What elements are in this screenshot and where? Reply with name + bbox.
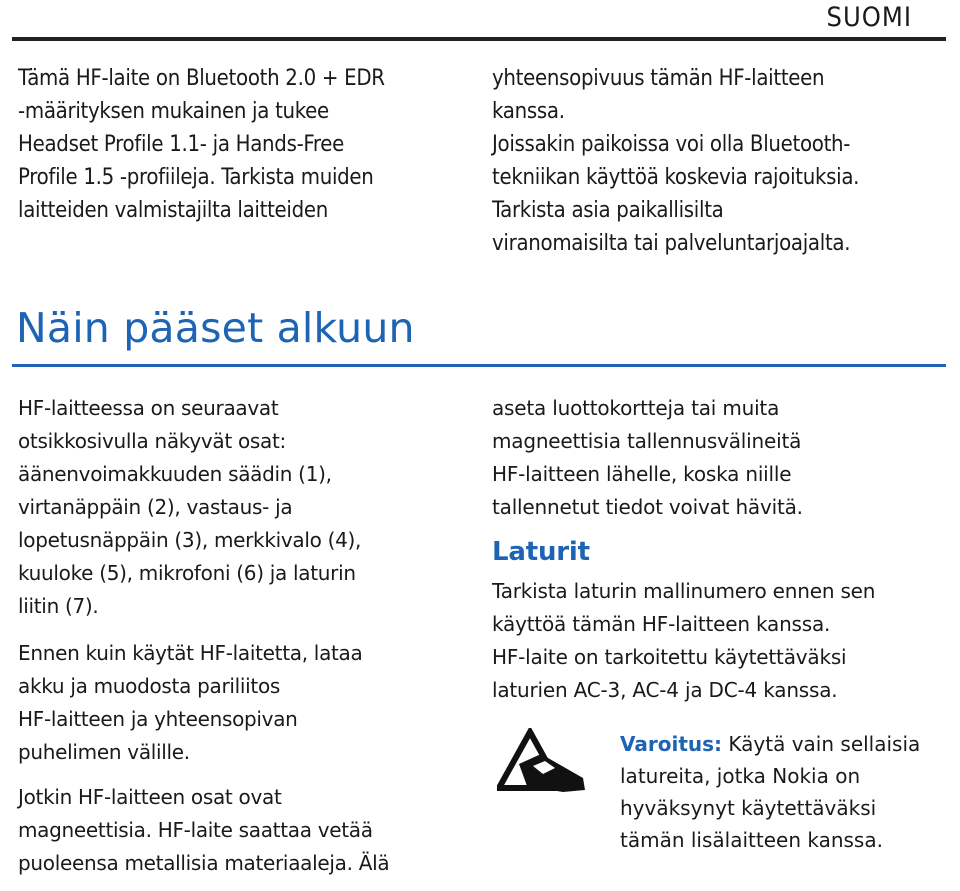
intro-left-line: -määrityksen mukainen ja tukee: [18, 99, 329, 124]
body-line: aseta luottokortteja tai muita: [492, 396, 780, 420]
warning-line: latureita, jotka Nokia on: [620, 764, 861, 788]
body-line: HF-laite on tarkoitettu käytettäväksi: [492, 645, 847, 669]
body-line: lopetusnäppäin (3), merkkivalo (4),: [18, 528, 362, 552]
intro-right-line: Joissakin paikoissa voi olla Bluetooth-: [492, 132, 851, 157]
body-line: käyttöä tämän HF-laitteen kanssa.: [492, 612, 831, 636]
intro-right-line: kanssa.: [492, 99, 565, 124]
body-line: äänenvoimakkuuden säädin (1),: [18, 462, 332, 486]
section-title: Näin pääset alkuun: [16, 304, 415, 352]
body-line: laturien AC-3, AC-4 ja DC-4 kanssa.: [492, 678, 838, 702]
body-line: magneettisia. HF-laite saattaa vetää: [18, 818, 373, 842]
body-line: HF-laitteen lähelle, koska niille: [492, 462, 792, 486]
intro-right-line: viranomaisilta tai palveluntarjoajalta.: [492, 231, 851, 256]
intro-left-line: Tämä HF-laite on Bluetooth 2.0 + EDR: [18, 66, 385, 91]
warning-first-line: [620, 728, 920, 760]
body-line: HF-laitteen ja yhteensopivan: [18, 707, 298, 731]
warning-line-rest: Käytä vain sellaisia: [722, 732, 921, 756]
paragraph-magnetic-cont: [492, 392, 947, 524]
intro-right-line: Tarkista asia paikallisilta: [492, 198, 724, 223]
intro-left-line: Profile 1.5 -profiileja. Tarkista muiden: [18, 165, 374, 190]
intro-left-line: Headset Profile 1.1- ja Hands-Free: [18, 132, 345, 157]
intro-left: [18, 62, 458, 227]
warning-label: Varoitus:: [620, 732, 723, 756]
intro-right-line: yhteensopivuus tämän HF-laitteen: [492, 66, 825, 91]
body-line: HF-laitteessa on seuraavat: [18, 396, 279, 420]
header-rule: [12, 37, 946, 41]
intro-right-line: tekniikan käyttöä koskevia rajoituksia.: [492, 165, 860, 190]
section-rule: [12, 364, 946, 367]
body-line: puoleensa metallisia materiaaleja. Älä: [18, 851, 390, 875]
body-line: Ennen kuin käytät HF-laitetta, lataa: [18, 641, 363, 665]
body-line: liitin (7).: [18, 594, 99, 618]
body-line: otsikkosivulla näkyvät osat:: [18, 429, 286, 453]
body-line: puhelimen välille.: [18, 740, 190, 764]
body-left: [18, 392, 463, 880]
paragraph-chargers: [492, 575, 947, 707]
intro-right: [492, 62, 947, 260]
paragraph-magnetic: [18, 781, 463, 880]
warning-hand-icon: [497, 728, 589, 802]
body-line: tallennetut tiedot voivat hävitä.: [492, 495, 803, 519]
body-line: akku ja muodosta pariliitos: [18, 674, 281, 698]
warning-line: hyväksynyt käytettäväksi: [620, 796, 877, 820]
paragraph-before-use: [18, 637, 463, 769]
warning-text: [620, 728, 920, 856]
body-line: Tarkista laturin mallinumero ennen sen: [492, 579, 876, 603]
subheading-chargers: Laturit: [492, 537, 590, 567]
intro-left-line: laitteiden valmistajilta laitteiden: [18, 198, 329, 223]
language-label: SUOMI: [826, 2, 912, 33]
warning-line: tämän lisälaitteen kanssa.: [620, 828, 883, 852]
paragraph-parts: [18, 392, 463, 623]
body-line: kuuloke (5), mikrofoni (6) ja laturin: [18, 561, 356, 585]
body-right: [492, 392, 947, 707]
body-line: Jotkin HF-laitteen osat ovat: [18, 785, 282, 809]
body-line: magneettisia tallennusvälineitä: [492, 429, 802, 453]
body-line: virtanäppäin (2), vastaus- ja: [18, 495, 293, 519]
